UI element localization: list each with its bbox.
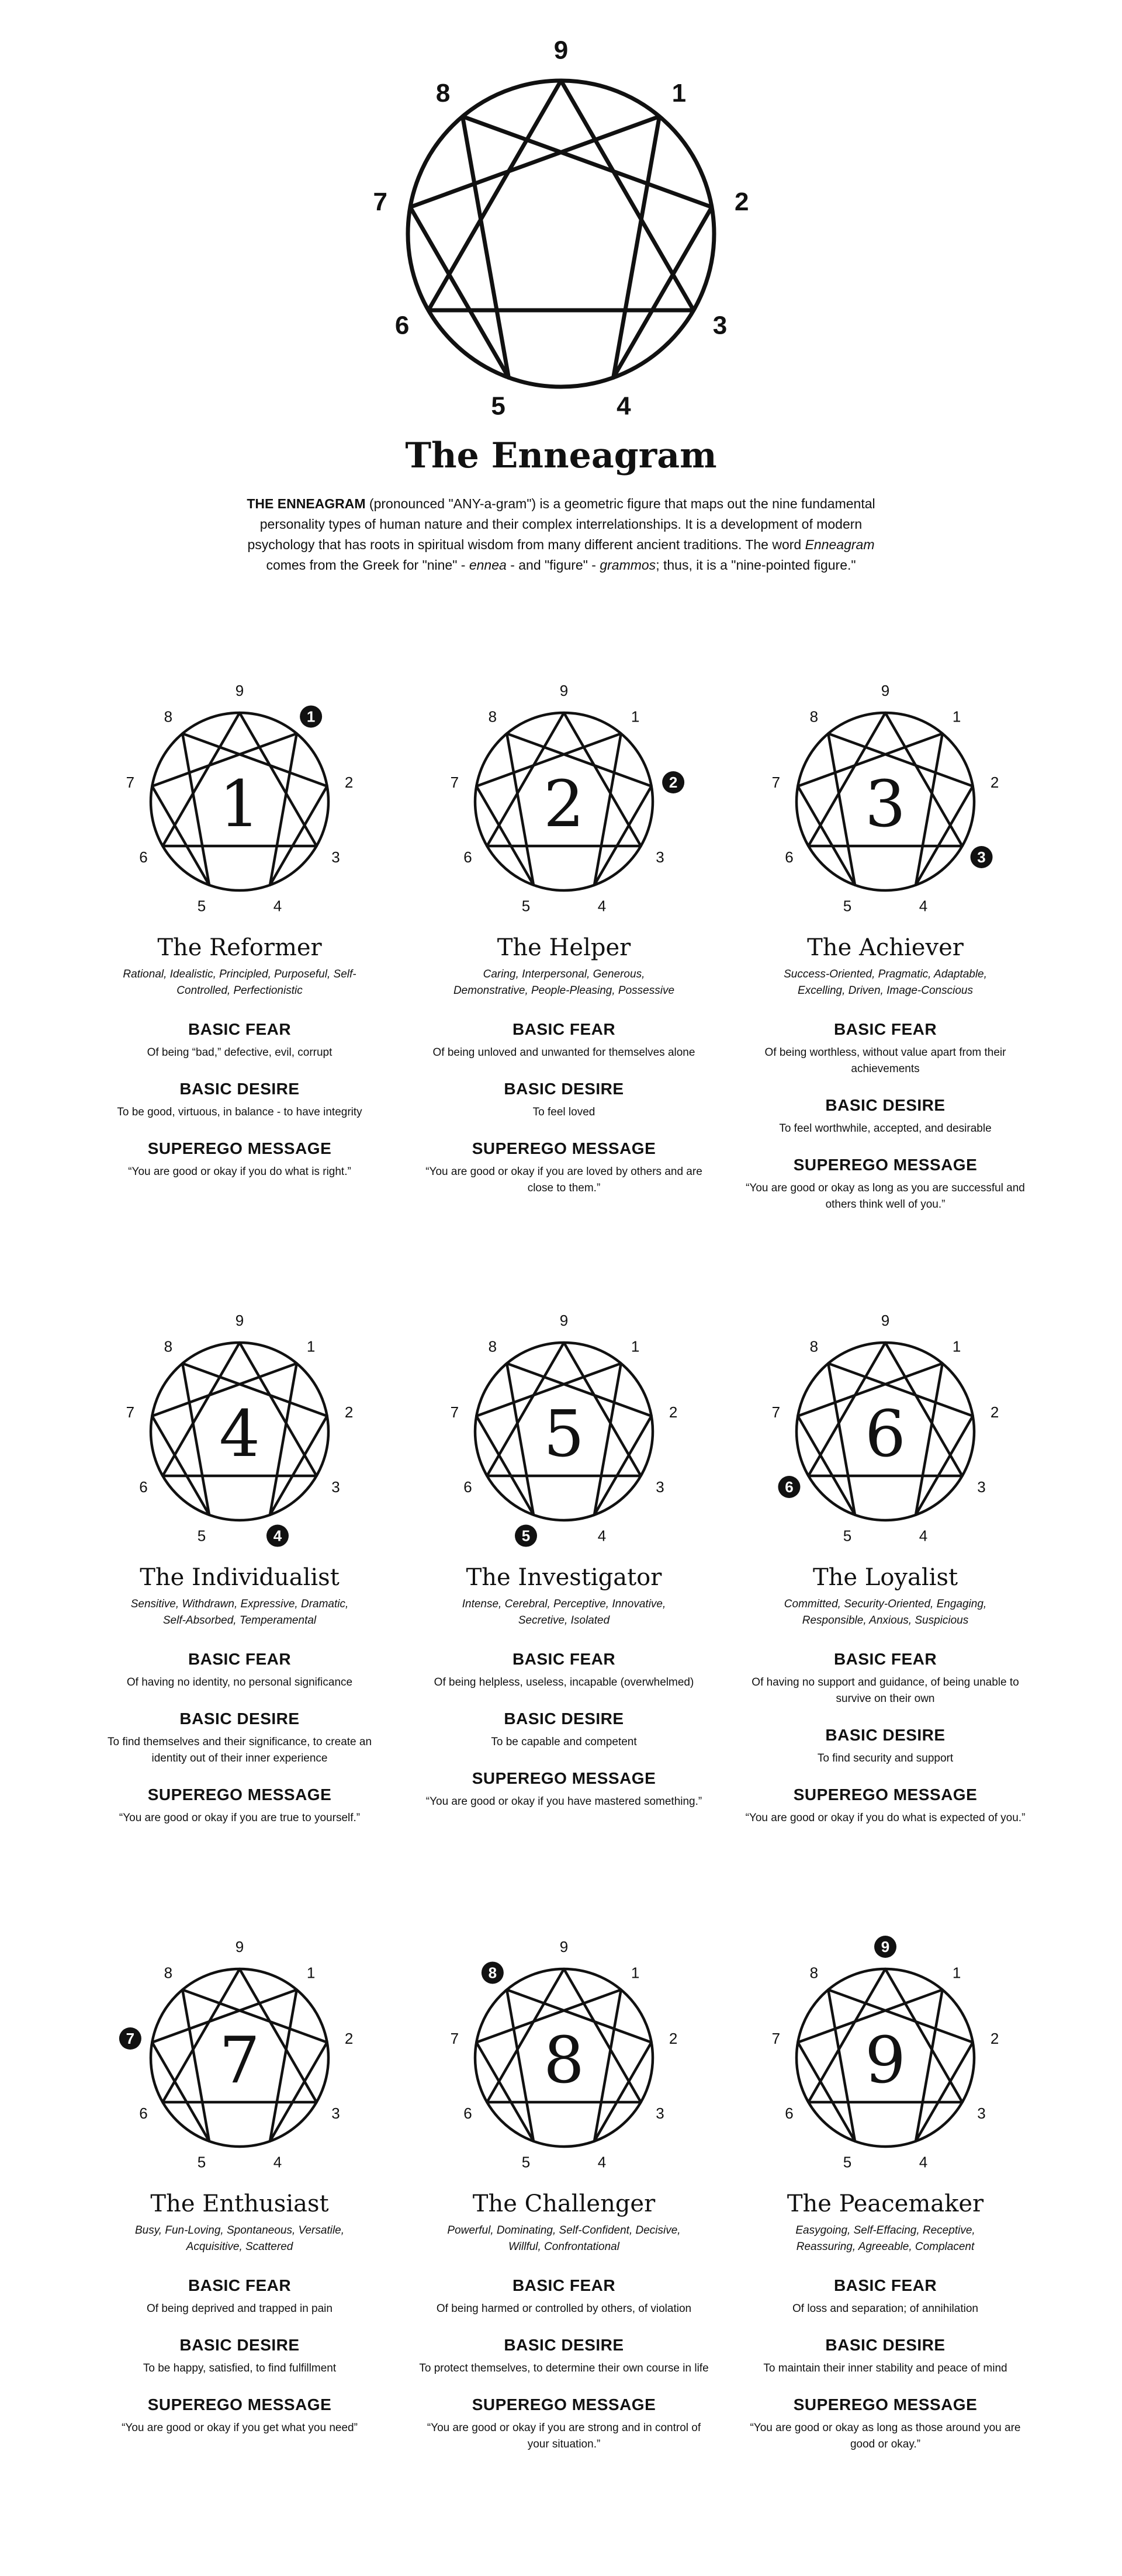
type-card-9 [728,1928,1043,2453]
type-name: The Challenger [472,2190,656,2217]
point-label: 5 [521,2153,531,2171]
type-traits: Easygoing, Self-Effacing, Receptive, Reassuring, Agreeable, Complacent [795,2224,975,2253]
superego-text: “You are good or okay if you get what you need” [122,2422,358,2434]
point-label: 4 [617,391,631,421]
point-label: 1 [952,1337,961,1355]
intro-em: Enneagram [805,537,875,552]
point-label: 8 [435,78,451,108]
type-diagram [763,1302,1008,1559]
point-label: 3 [712,311,728,340]
point-label: 7 [771,774,781,792]
type-center-number: 2 [543,767,584,841]
basic-fear-heading: BASIC FEAR [833,2276,937,2294]
superego-text: “You are good or okay if you do what is expected of you.” [745,1812,1026,1824]
basic-fear-text: Of being deprived and trapped in pain [147,2303,333,2315]
point-label: 2 [344,2030,354,2048]
basic-fear-text: Of being harmed or controlled by others, of violation [436,2303,692,2315]
superego-heading: SUPEREGO MESSAGE [147,1139,332,1157]
basic-desire-text: To feel loved [532,1106,595,1118]
basic-desire-text: To protect themselves, to determine their own course in life [419,2362,709,2374]
point-label: 3 [331,2105,340,2122]
point-label: 3 [977,1478,986,1496]
intro-em: grammos [600,557,656,573]
basic-fear-text: Of being worthless, without value apart from their achievements [764,1046,1006,1075]
type-center-number: 1 [219,767,260,841]
basic-fear-heading: BASIC FEAR [512,2276,616,2294]
point-label: 4 [273,1527,282,1545]
point-label: 7 [373,187,388,216]
point-label: 9 [559,1312,569,1329]
superego-heading: SUPEREGO MESSAGE [793,2395,978,2414]
type-traits: Caring, Interpersonal, Generous, Demonstrative, People-Pleasing, Possessive [453,968,675,997]
point-label: 1 [306,1964,316,1982]
type-name: The Enthusiast [150,2190,329,2217]
point-label: 9 [235,1938,244,1956]
type-name: The Achiever [807,934,964,961]
point-label: 2 [990,2030,999,2048]
type-card-2 [406,672,722,1197]
type-diagram [441,672,687,929]
basic-fear-heading: BASIC FEAR [188,1650,292,1668]
intro-text: comes from the Greek for "nine" - [266,557,469,573]
intro-text: ; thus, it is a "nine-pointed figure." [656,557,856,573]
type-diagram [441,1302,687,1559]
superego-text: “You are good or okay if you do what is right.” [128,1166,351,1178]
point-label: 3 [331,1478,340,1496]
point-label: 6 [139,2105,148,2122]
superego-heading: SUPEREGO MESSAGE [147,2395,332,2414]
basic-fear-heading: BASIC FEAR [833,1020,937,1038]
type-center-number: 7 [219,2023,260,2097]
point-label: 2 [990,1403,999,1422]
point-label: 5 [521,897,531,915]
superego-heading: SUPEREGO MESSAGE [147,1785,332,1804]
point-label: 4 [919,1527,928,1545]
point-label: 3 [656,1478,664,1496]
point-label: 4 [597,2153,607,2171]
point-label: 4 [273,897,282,915]
point-label: 3 [977,848,986,866]
type-diagram [763,672,1008,929]
point-label: 2 [990,774,999,792]
basic-desire-text: To find themselves and their significance, to create an identity out of their inner experience [107,1736,372,1764]
point-label: 6 [785,848,794,866]
point-label: 4 [597,897,607,915]
basic-desire-text: To be happy, satisfied, to find fulfillment [143,2362,337,2374]
point-label: 6 [394,311,410,340]
basic-fear-heading: BASIC FEAR [188,2276,292,2294]
point-label: 3 [977,2105,986,2122]
type-name: The Helper [497,934,631,961]
basic-desire-heading: BASIC DESIRE [179,1080,300,1098]
basic-desire-text: To be good, virtuous, in balance - to have integrity [117,1106,362,1118]
point-label: 7 [771,2030,781,2048]
type-card-6 [728,1302,1043,1826]
point-label: 8 [488,708,497,726]
basic-fear-text: Of being helpless, useless, incapable (overwhelmed) [434,1676,694,1689]
superego-heading: SUPEREGO MESSAGE [793,1785,978,1804]
point-label: 8 [488,1964,497,1982]
type-name: The Loyalist [812,1564,958,1591]
point-label: 1 [631,1964,640,1982]
intro-em: ennea [469,557,507,573]
point-label: 1 [631,1337,640,1355]
superego-text: “You are good or okay if you are true to yourself.” [119,1812,361,1824]
point-label: 9 [235,1312,244,1329]
point-label: 9 [559,1938,569,1956]
point-label: 7 [450,774,459,792]
point-label: 6 [463,2105,472,2122]
point-label: 9 [553,36,569,65]
basic-fear-heading: BASIC FEAR [512,1020,616,1038]
basic-desire-text: To find security and support [817,1752,954,1764]
basic-desire-heading: BASIC DESIRE [179,1710,300,1728]
point-label: 3 [656,848,664,866]
type-name: The Investigator [466,1564,662,1591]
type-traits: Success-Oriented, Pragmatic, Adaptable, Excelling, Driven, Image-Conscious [784,968,987,997]
point-label: 5 [843,2153,852,2171]
point-label: 7 [126,774,135,792]
type-traits: Intense, Cerebral, Perceptive, Innovative, Secretive, Isolated [462,1598,666,1627]
type-center-number: 5 [543,1396,584,1471]
point-label: 5 [197,1527,206,1545]
point-label: 6 [463,848,472,866]
point-label: 7 [450,1403,459,1422]
point-label: 1 [306,1337,316,1355]
point-label: 6 [463,1478,472,1496]
point-label: 5 [843,897,852,915]
type-card-7 [82,1928,397,2436]
type-traits: Committed, Security-Oriented, Engaging, Responsible, Anxious, Suspicious [784,1598,987,1627]
basic-desire-heading: BASIC DESIRE [179,2336,300,2354]
intro-text: (pronounced "ANY-a-gram") is a geometric figure that maps out the nine fundamental personality types of human nature and their complex interrelationships. It is a development of modern psychology that has roots in spiritual wisdom from many different ancient traditions. The word [247,496,875,552]
point-label: 7 [771,1403,781,1422]
superego-text: “You are good or okay if you are strong and in control of your situation.” [427,2422,701,2450]
basic-desire-heading: BASIC DESIRE [825,1726,946,1744]
type-center-number: 3 [865,767,906,841]
point-label: 8 [809,708,819,726]
point-label: 5 [197,2153,206,2171]
type-diagram [441,1928,687,2185]
basic-fear-text: Of loss and separation; of annihilation [792,2303,978,2315]
page-title: The Enneagram [405,435,717,476]
point-label: 8 [164,1337,173,1355]
intro-text: - and "figure" - [506,557,600,573]
type-card-5 [406,1302,722,1810]
superego-text: “You are good or okay as long as those around you are good or okay.” [750,2422,1021,2450]
point-label: 8 [809,1964,819,1982]
superego-heading: SUPEREGO MESSAGE [472,1139,656,1157]
point-label: 4 [919,2153,928,2171]
type-diagram [117,672,362,929]
type-card-3 [728,672,1043,1213]
point-label: 2 [669,1403,678,1422]
point-label: 8 [488,1337,497,1355]
point-label: 7 [126,2030,135,2048]
intro-bold: THE ENNEAGRAM [247,496,366,511]
point-label: 6 [139,848,148,866]
type-traits: Sensitive, Withdrawn, Expressive, Dramatic, Self-Absorbed, Temperamental [130,1598,349,1627]
point-label: 1 [671,78,687,108]
superego-text: “You are good or okay if you are loved by others and are close to them.” [425,1166,702,1194]
type-diagram [117,1928,362,2185]
type-diagram [763,1928,1008,2185]
point-label: 4 [919,897,928,915]
basic-desire-heading: BASIC DESIRE [504,2336,624,2354]
point-label: 7 [450,2030,459,2048]
basic-desire-heading: BASIC DESIRE [504,1080,624,1098]
point-label: 6 [785,2105,794,2122]
superego-text: “You are good or okay as long as you are successful and others think well of you.” [746,1182,1025,1211]
point-label: 2 [344,774,354,792]
point-label: 2 [734,187,749,216]
point-label: 6 [139,1478,148,1496]
point-label: 9 [881,682,890,699]
basic-fear-heading: BASIC FEAR [833,1650,937,1668]
point-label: 2 [669,2030,678,2048]
point-label: 9 [881,1938,890,1956]
type-traits: Powerful, Dominating, Self-Confident, Decisive, Willful, Confrontational [447,2224,681,2253]
point-label: 5 [491,391,505,421]
basic-desire-text: To feel worthwhile, accepted, and desirable [779,1122,992,1135]
point-label: 9 [235,682,244,699]
point-label: 8 [809,1337,819,1355]
type-name: The Individualist [140,1564,340,1591]
point-label: 2 [669,774,678,792]
point-label: 5 [197,897,206,915]
point-label: 2 [344,1403,354,1422]
point-label: 7 [126,1403,135,1422]
point-label: 1 [952,1964,961,1982]
basic-fear-heading: BASIC FEAR [188,1020,292,1038]
type-center-number: 4 [219,1396,260,1471]
point-label: 3 [656,2105,664,2122]
point-label: 3 [331,848,340,866]
point-label: 8 [164,1964,173,1982]
basic-desire-text: To maintain their inner stability and peace of mind [763,2362,1007,2374]
point-label: 5 [843,1527,852,1545]
point-label: 1 [952,708,961,726]
basic-desire-heading: BASIC DESIRE [825,1096,946,1114]
type-card-4 [82,1302,397,1826]
basic-desire-heading: BASIC DESIRE [825,2336,946,2354]
basic-fear-text: Of being unloved and unwanted for themselves alone [432,1046,695,1059]
type-center-number: 9 [865,2023,906,2097]
superego-heading: SUPEREGO MESSAGE [472,1769,656,1787]
type-center-number: 6 [865,1396,906,1471]
type-center-number: 8 [543,2023,584,2097]
type-name: The Peacemaker [787,2190,984,2217]
point-label: 6 [785,1478,794,1496]
basic-fear-text: Of having no support and guidance, of being unable to survive on their own [752,1676,1019,1705]
point-label: 1 [631,708,640,726]
basic-fear-heading: BASIC FEAR [512,1650,616,1668]
point-label: 4 [597,1527,607,1545]
basic-fear-text: Of having no identity, no personal significance [126,1676,353,1689]
superego-heading: SUPEREGO MESSAGE [472,2395,656,2414]
point-label: 4 [273,2153,282,2171]
basic-fear-text: Of being “bad,” defective, evil, corrupt [147,1046,333,1059]
type-card-8 [406,1928,722,2453]
point-label: 9 [881,1312,890,1329]
basic-desire-heading: BASIC DESIRE [504,1710,624,1728]
type-name: The Reformer [157,934,322,961]
type-card-1 [82,672,397,1180]
basic-desire-text: To be capable and competent [491,1736,637,1748]
point-label: 9 [559,682,569,699]
point-label: 1 [306,708,316,726]
type-diagram [117,1302,362,1559]
type-traits: Rational, Idealistic, Principled, Purposeful, Self-Controlled, Perfectionistic [123,968,356,997]
superego-text: “You are good or okay if you have mastered something.” [425,1795,702,1808]
type-traits: Busy, Fun-Loving, Spontaneous, Versatile, Acquisitive, Scattered [134,2224,345,2253]
superego-heading: SUPEREGO MESSAGE [793,1156,978,1174]
point-label: 5 [521,1527,531,1545]
point-label: 8 [164,708,173,726]
